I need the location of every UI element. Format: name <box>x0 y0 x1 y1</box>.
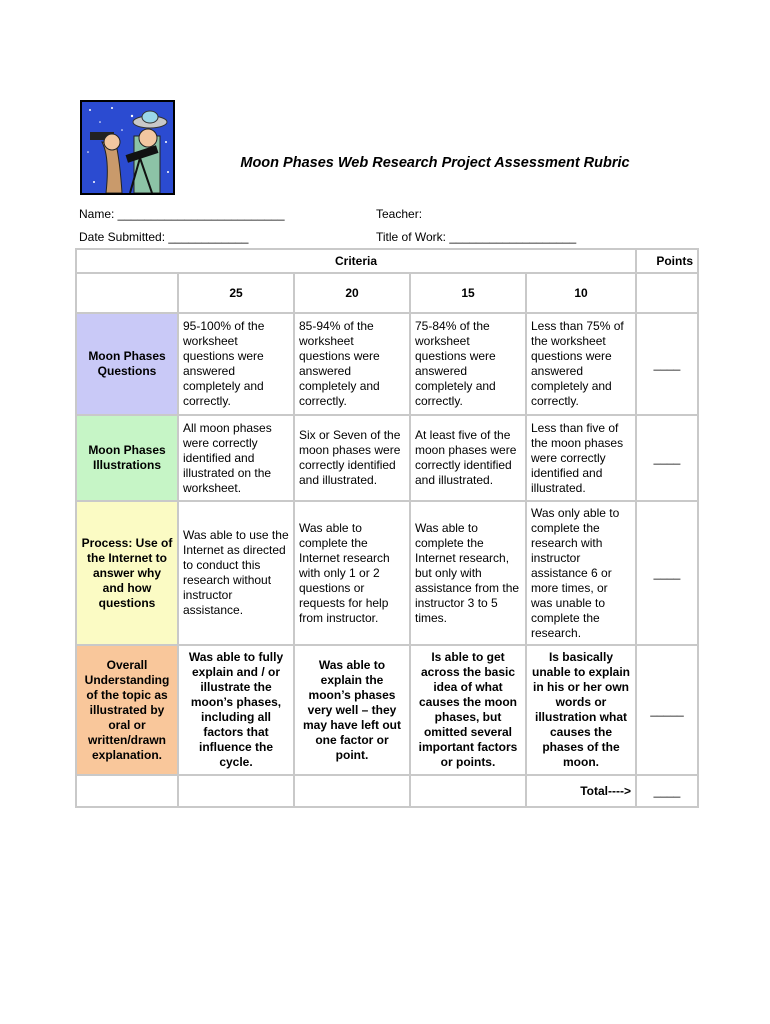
points-header: Points <box>637 250 697 272</box>
points-blank: ____ <box>637 314 697 414</box>
table-row <box>77 416 697 500</box>
rubric-cell: Is basically unable to explain in his or her own words or illustration what causes the phases of the moon. <box>527 646 635 774</box>
rubric-cell: 95-100% of the worksheet questions were answered completely and correctly. <box>179 314 293 414</box>
rubric-table <box>75 248 699 808</box>
blank-cell <box>411 776 525 806</box>
table-row <box>77 646 697 774</box>
rubric-cell: All moon phases were correctly identified and illustrated on the worksheet. <box>179 416 293 500</box>
blank-header-cell <box>77 274 177 312</box>
blank-header-cell <box>637 274 697 312</box>
score-header: 20 <box>295 274 409 312</box>
rubric-cell: 75-84% of the worksheet questions were answered completely and correctly. <box>411 314 525 414</box>
points-blank: ____ <box>637 416 697 500</box>
rubric-cell: Was able to explain the moon’s phases very well – they may have left out one factor or point. <box>295 646 409 774</box>
rubric-cell: Six or Seven of the moon phases were correctly identified and illustrated. <box>295 416 409 500</box>
blank-cell <box>295 776 409 806</box>
category-label: Overall Understanding of the topic as illustrated by oral or written/drawn explanation. <box>77 646 177 774</box>
rubric-cell: Less than 75% of the worksheet questions were answered completely and correctly. <box>527 314 635 414</box>
total-label: Total----> <box>527 776 635 806</box>
title-of-work-field: Title of Work: ___________________ <box>376 230 577 244</box>
table-row <box>77 314 697 414</box>
page-title: Moon Phases Web Research Project Assessment Rubric <box>240 155 630 171</box>
criteria-header-row <box>77 250 697 272</box>
date-submitted-field: Date Submitted: ____________ <box>79 230 249 244</box>
rubric-cell: Less than five of the moon phases were correctly identified and illustrated. <box>527 416 635 500</box>
score-header: 25 <box>179 274 293 312</box>
criteria-header: Criteria <box>77 250 635 272</box>
astronomer-clipart <box>80 100 175 195</box>
rubric-cell: 85-94% of the worksheet questions were answered completely and correctly. <box>295 314 409 414</box>
blank-cell <box>179 776 293 806</box>
score-header-row <box>77 274 697 312</box>
teacher-field: Teacher: <box>376 207 423 221</box>
rubric-cell: Was able to fully explain and / or illustrate the moon’s phases, including all factors that influence the cycle. <box>179 646 293 774</box>
category-label: Process: Use of the Internet to answer why and how questions <box>77 502 177 644</box>
score-header: 15 <box>411 274 525 312</box>
blank-cell <box>77 776 177 806</box>
rubric-cell: Was able to complete the Internet research, but only with assistance from the instructor 3 to 5 times. <box>411 502 525 644</box>
table-row <box>77 502 697 644</box>
points-blank: _____ <box>637 646 697 774</box>
rubric-cell: Is able to get across the basic idea of what causes the moon phases, but omitted several important factors or points. <box>411 646 525 774</box>
rubric-cell: Was able to use the Internet as directed to conduct this research without instructor assistance. <box>179 502 293 644</box>
total-row <box>77 776 697 806</box>
rubric-cell: At least five of the moon phases were correctly identified and illustrated. <box>411 416 525 500</box>
rubric-cell: Was only able to complete the research with instructor assistance 6 or more times, or was unable to complete the research. <box>527 502 635 644</box>
score-header: 10 <box>527 274 635 312</box>
category-label: Moon Phases Illustrations <box>77 416 177 500</box>
points-blank: ____ <box>637 502 697 644</box>
rubric-cell: Was able to complete the Internet research with only 1 or 2 questions or requests for help from instructor. <box>295 502 409 644</box>
category-label: Moon Phases Questions <box>77 314 177 414</box>
name-field: Name: _________________________ <box>79 207 285 221</box>
total-points-blank: ____ <box>637 776 697 806</box>
